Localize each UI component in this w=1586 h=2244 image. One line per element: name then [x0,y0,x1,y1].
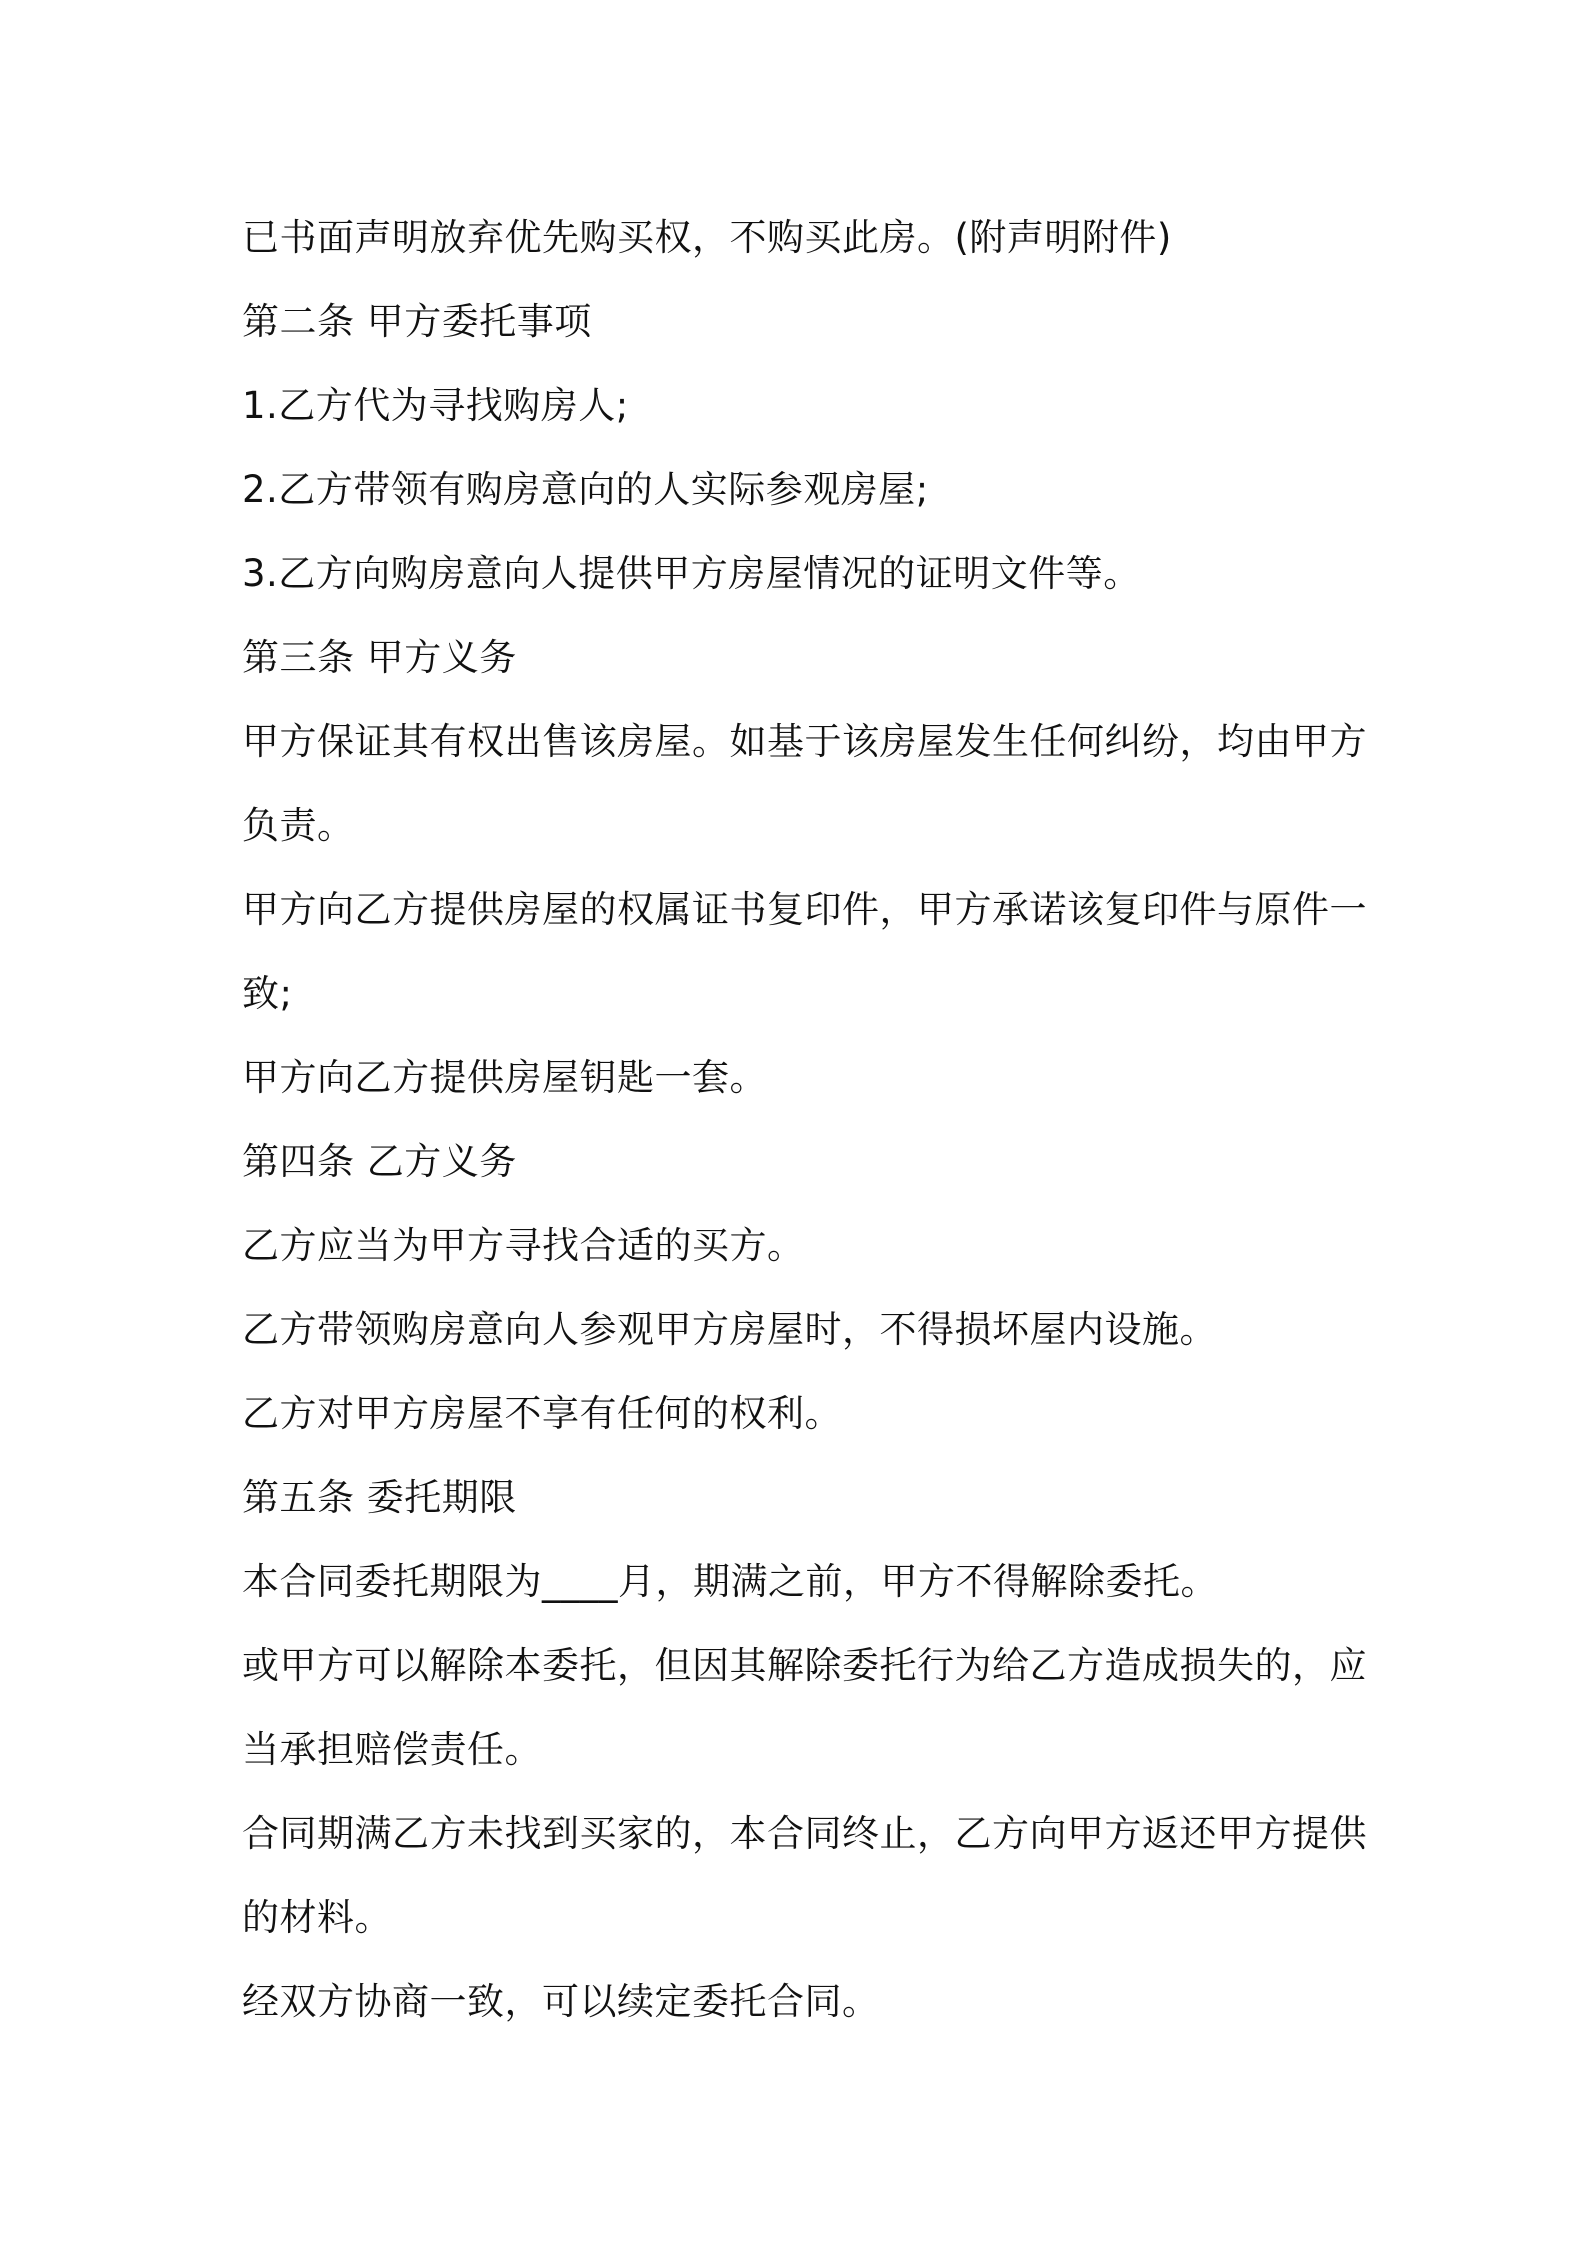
paragraph-line: 或甲方可以解除本委托，但因其解除委托行为给乙方造成损失的，应 [242,1644,1367,1687]
paragraph-line: 已书面声明放弃优先购买权，不购买此房。(附声明附件) [242,216,1172,259]
section-heading-article-4: 第四条 乙方义务 [242,1140,517,1183]
paragraph-line: 甲方向乙方提供房屋钥匙一套。 [242,1056,767,1099]
section-heading-article-5: 第五条 委托期限 [242,1476,517,1519]
paragraph-line: 合同期满乙方未找到买家的，本合同终止，乙方向甲方返还甲方提供 [242,1812,1367,1855]
section-heading-article-2: 第二条 甲方委托事项 [242,300,592,343]
paragraph-line: 当承担赔偿责任。 [242,1728,542,1771]
paragraph-line: 负责。 [242,804,355,847]
paragraph-line: 甲方保证其有权出售该房屋。如基于该房屋发生任何纠纷，均由甲方 [242,720,1367,763]
paragraph-line: 乙方带领购房意向人参观甲方房屋时，不得损坏屋内设施。 [242,1308,1217,1351]
paragraph-line: 甲方向乙方提供房屋的权属证书复印件，甲方承诺该复印件与原件一 [242,888,1367,931]
list-item: 2.乙方带领有购房意向的人实际参观房屋; [242,468,929,511]
paragraph-line: 经双方协商一致，可以续定委托合同。 [242,1980,880,2023]
paragraph-line: 致; [242,972,293,1015]
section-heading-article-3: 第三条 甲方义务 [242,636,517,679]
paragraph-line: 乙方对甲方房屋不享有任何的权利。 [242,1392,842,1435]
paragraph-line: 的材料。 [242,1896,392,1939]
list-item: 1.乙方代为寻找购房人; [242,384,629,427]
document-body [242,196,1367,2044]
list-item: 3.乙方向购房意向人提供甲方房屋情况的证明文件等。 [242,552,1141,595]
paragraph-line: 本合同委托期限为____月，期满之前，甲方不得解除委托。 [242,1560,1218,1603]
paragraph-line: 乙方应当为甲方寻找合适的买方。 [242,1224,805,1267]
